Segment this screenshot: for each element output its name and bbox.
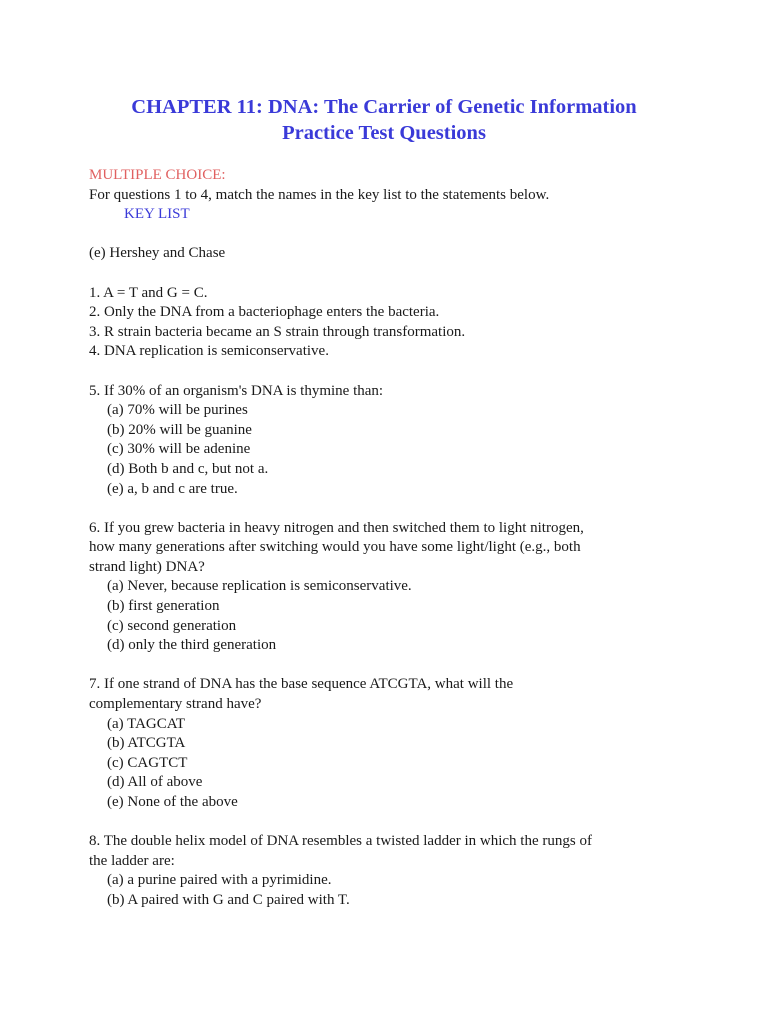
question-8-stem-line-1: 8. The double helix model of DNA resembles a twisted ladder in which the rungs of — [89, 833, 592, 850]
question-6-option-a: (a) Never, because replication is semiconservative. — [107, 578, 412, 595]
key-list-label: KEY LIST — [124, 206, 190, 223]
question-7-option-d: (d) All of above — [107, 774, 203, 791]
question-6-stem-line-2: how many generations after switching would you have some light/light (e.g., both — [89, 539, 581, 556]
question-5-option-a: (a) 70% will be purines — [107, 402, 248, 419]
question-7-option-a: (a) TAGCAT — [107, 715, 186, 732]
spacer — [89, 225, 679, 245]
question-5-option-e: (e) a, b and c are true. — [107, 480, 238, 497]
question-7-option-e: (e) None of the above — [107, 794, 238, 810]
question-5-option-b: (b) 20% will be guanine — [107, 421, 252, 438]
spacer — [89, 813, 679, 833]
document-body — [89, 166, 679, 911]
matching-statement-2: 2. Only the DNA from a bacteriophage enters the bacteria. — [89, 304, 440, 321]
page-title-line-2: Practice Test Questions — [282, 122, 486, 144]
question-5-stem: 5. If 30% of an organism's DNA is thymine than: — [89, 382, 384, 399]
question-7-option-b: (b) ATCGTA — [107, 735, 186, 752]
question-6-option-d: (d) only the third generation — [107, 637, 277, 654]
question-8-option-b: (b) A paired with G and C paired with T. — [107, 891, 350, 908]
key-list-item: (e) Hershey and Chase — [89, 245, 226, 262]
question-8-option-a: (a) a purine paired with a pyrimidine. — [107, 872, 332, 889]
question-7-option-c: (c) CAGTCT — [107, 754, 188, 771]
spacer — [89, 499, 679, 519]
question-6-stem-line-3: strand light) DNA? — [89, 558, 205, 575]
question-6-option-b: (b) first generation — [107, 598, 220, 615]
question-7-stem-line-2: complementary strand have? — [89, 696, 262, 713]
question-5-option-d: (d) Both b and c, but not a. — [107, 460, 269, 477]
page-title-line-1: CHAPTER 11: DNA: The Carrier of Genetic Information — [131, 96, 637, 118]
instructions-text: For questions 1 to 4, match the names in the key list to the statements below. — [89, 186, 550, 203]
matching-statement-3: 3. R strain bacteria became an S strain through transformation. — [89, 323, 466, 340]
spacer — [89, 362, 679, 382]
question-6-stem-line-1: 6. If you grew bacteria in heavy nitrogen and then switched them to light nitrogen, — [89, 519, 584, 536]
matching-statement-1: 1. A = T and G = C. — [89, 284, 208, 301]
question-8-stem-line-2: the ladder are: — [89, 852, 175, 869]
question-7-stem-line-1: 7. If one strand of DNA has the base sequence ATCGTA, what will the — [89, 676, 514, 693]
spacer — [89, 656, 679, 676]
spacer — [89, 264, 679, 284]
matching-statement-4: 4. DNA replication is semiconservative. — [89, 343, 329, 360]
question-6-option-c: (c) second generation — [107, 617, 237, 634]
section-heading: MULTIPLE CHOICE: — [89, 167, 226, 183]
question-5-option-c: (c) 30% will be adenine — [107, 441, 251, 458]
